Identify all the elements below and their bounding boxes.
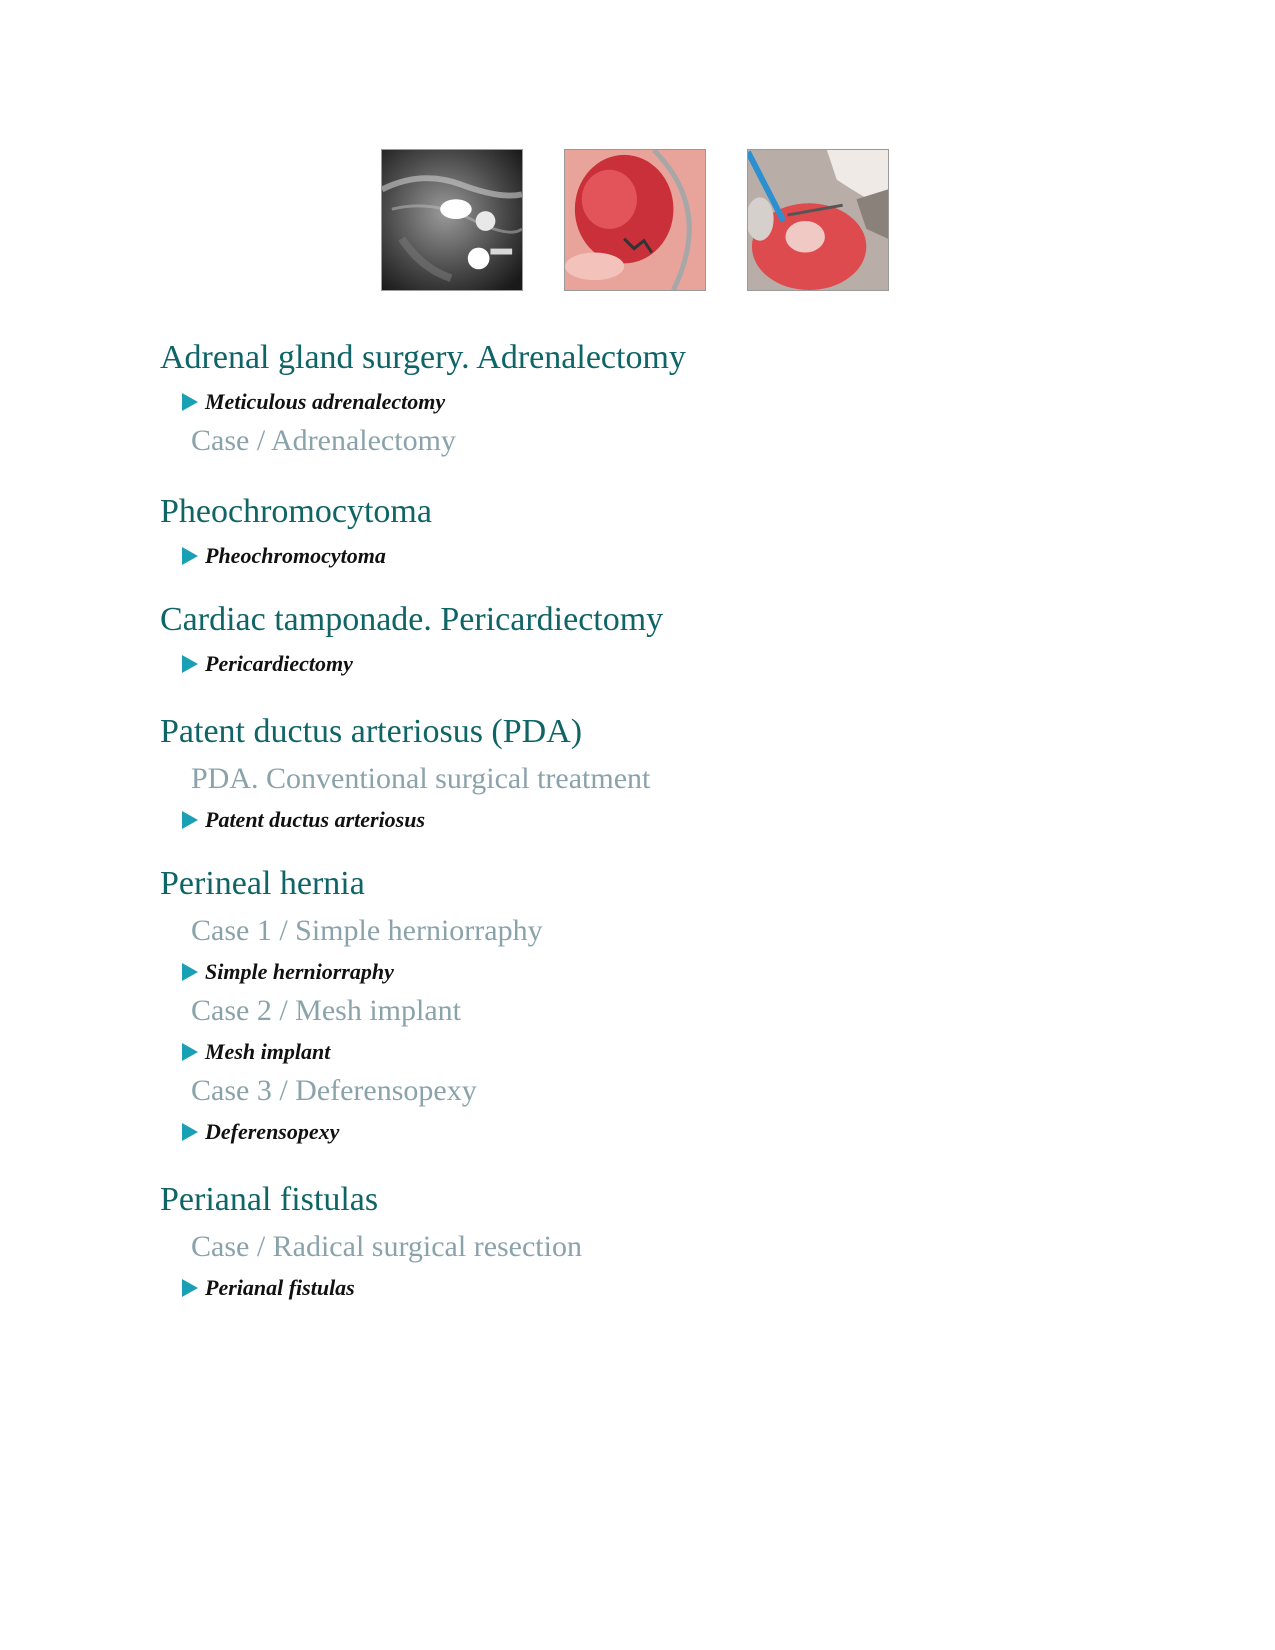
video-link-label: Pheochromocytoma — [205, 543, 386, 568]
video-link[interactable] — [182, 1273, 1160, 1303]
video-link[interactable] — [182, 957, 1160, 987]
section — [160, 709, 1160, 835]
xray-image — [381, 149, 523, 291]
video-link-label: Perianal fistulas — [205, 1275, 355, 1300]
section-title: Patent ductus arteriosus (PDA) — [160, 713, 583, 750]
surgery-image — [564, 149, 706, 291]
video-link[interactable] — [182, 541, 1160, 571]
surgery-closeup-image — [747, 149, 889, 291]
section-title: Pheochromocytoma — [160, 493, 432, 530]
contents-list — [160, 335, 1160, 1307]
section — [160, 335, 1160, 461]
video-link[interactable] — [182, 649, 1160, 679]
section-title: Perineal hernia — [160, 865, 365, 902]
video-link[interactable] — [182, 1037, 1160, 1067]
video-link[interactable] — [182, 1117, 1160, 1147]
video-link[interactable] — [182, 387, 1160, 417]
section — [160, 489, 1160, 571]
play-arrow-icon — [182, 1043, 198, 1061]
play-arrow-icon — [182, 963, 198, 981]
video-link-label: Deferensopexy — [205, 1119, 340, 1144]
video-link-label: Simple herniorraphy — [205, 959, 394, 984]
video-link-label: Patent ductus arteriosus — [205, 807, 426, 832]
play-arrow-icon — [182, 1279, 198, 1297]
play-arrow-icon — [182, 655, 198, 673]
section — [160, 597, 1160, 679]
play-arrow-icon — [182, 547, 198, 565]
video-link-label: Pericardiectomy — [205, 651, 353, 676]
video-link-label: Mesh implant — [205, 1039, 331, 1064]
video-link[interactable] — [182, 805, 1160, 835]
case-link[interactable]: Case / Radical surgical resection — [191, 1230, 582, 1263]
case-link[interactable]: PDA. Conventional surgical treatment — [191, 762, 651, 795]
play-arrow-icon — [182, 393, 198, 411]
video-link-label: Meticulous adrenalectomy — [205, 389, 446, 414]
section-title: Adrenal gland surgery. Adrenalectomy — [160, 339, 686, 376]
section-title: Perianal fistulas — [160, 1181, 379, 1218]
play-arrow-icon — [182, 1123, 198, 1141]
section — [160, 861, 1160, 1147]
case-link[interactable]: Case 1 / Simple herniorraphy — [191, 914, 543, 947]
section — [160, 1177, 1160, 1303]
section-title: Cardiac tamponade. Pericardiectomy — [160, 601, 664, 638]
case-link[interactable]: Case 2 / Mesh implant — [191, 994, 461, 1027]
play-arrow-icon — [182, 811, 198, 829]
case-link[interactable]: Case / Adrenalectomy — [191, 424, 456, 457]
case-link[interactable]: Case 3 / Deferensopexy — [191, 1074, 477, 1107]
